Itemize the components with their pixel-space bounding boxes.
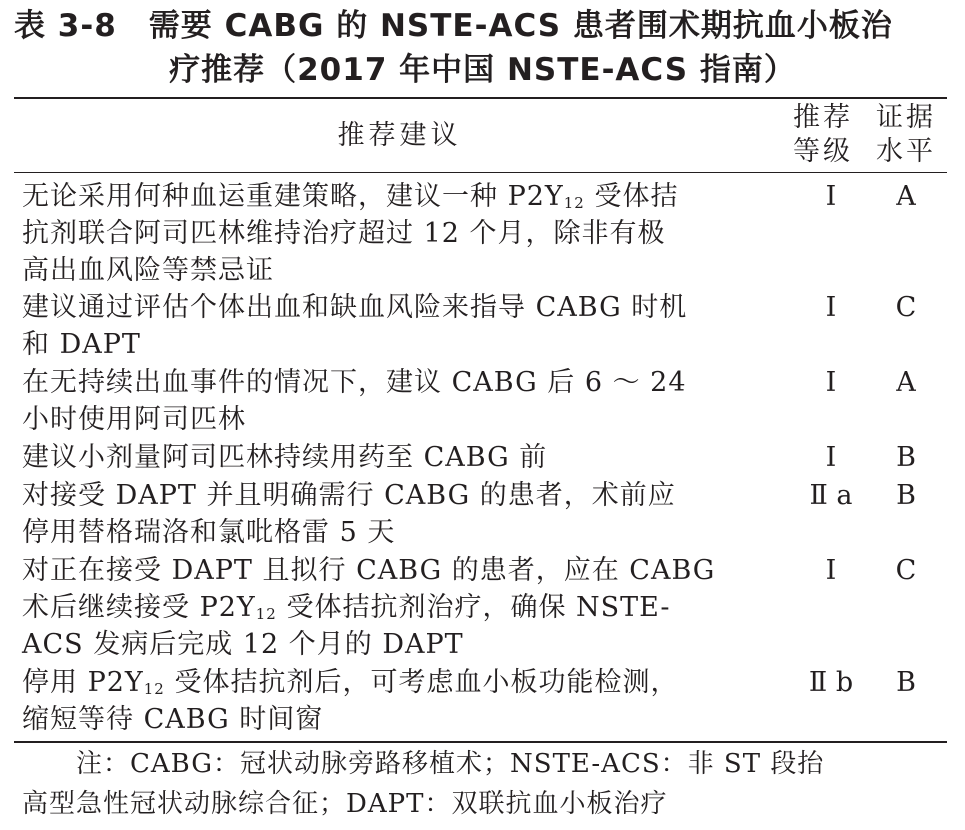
subscript: 12 <box>255 605 277 623</box>
top-rule <box>14 97 947 99</box>
evidence-level: B <box>896 667 916 698</box>
rec-line: 抗剂联合阿司匹林维持治疗超过 12 个月，除非有极 <box>22 218 666 249</box>
subscript: 12 <box>563 194 585 212</box>
subscript: 12 <box>143 680 165 698</box>
header-level-line-1: 证据 <box>876 102 936 133</box>
header-level-line-2: 水平 <box>876 136 936 167</box>
recommendation-class: Ⅰ <box>825 442 837 473</box>
header-recommendation: 推荐建议 <box>337 120 462 151</box>
note-line-1: 注：CABG：冠状动脉旁路移植术；NSTE-ACS：非 ST 段抬 <box>76 749 825 779</box>
evidence-level: C <box>895 555 917 586</box>
recommendation-class: Ⅰ <box>825 292 837 323</box>
recommendation-class: Ⅰ <box>825 181 837 212</box>
title-line-2: 疗推荐（2017 年中国 NSTE-ACS 指南） <box>169 52 796 88</box>
recommendation-class: Ⅰ <box>825 555 837 586</box>
evidence-level: A <box>896 181 916 212</box>
recommendation-text <box>22 364 777 438</box>
header-class-line-2: 等级 <box>793 136 853 167</box>
rec-line: 缩短等待 CABG 时间窗 <box>22 704 324 735</box>
evidence-level: A <box>896 367 916 398</box>
recommendation-text <box>22 178 777 289</box>
rec-line-tail: 受体拮抗剂治疗，确保 NSTE- <box>276 592 671 623</box>
header-class <box>787 101 859 169</box>
rec-line: 小时使用阿司匹林 <box>22 404 246 435</box>
note-line-2: 高型急性冠状动脉综合征；DAPT：双联抗血小板治疗 <box>22 789 668 819</box>
recommendation-text <box>22 664 777 738</box>
evidence-level: B <box>896 480 916 511</box>
recommendation-class: Ⅱ b <box>808 667 854 698</box>
rec-line: 建议通过评估个体出血和缺血风险来指导 CABG 时机 <box>22 292 688 323</box>
evidence-level: B <box>896 442 916 473</box>
rec-line: 在无持续出血事件的情况下，建议 CABG 后 6 ～ 24 <box>22 367 687 398</box>
rec-line: 对正在接受 DAPT 且拟行 CABG 的患者，应在 CABG <box>22 555 716 586</box>
rec-line: 建议小剂量阿司匹林持续用药至 CABG 前 <box>22 442 548 473</box>
rec-line: ACS 发病后完成 12 个月的 DAPT <box>22 629 464 660</box>
rec-line: 停用 P2Y <box>22 667 144 698</box>
bottom-rule <box>14 741 947 743</box>
rec-line-tail: 受体拮抗剂后，可考虑血小板功能检测， <box>164 667 679 698</box>
evidence-level: C <box>895 292 917 323</box>
recommendation-class: Ⅱ a <box>809 480 853 511</box>
title-line-1: 表 3-8 需要 CABG 的 NSTE-ACS 患者围术期抗血小板治 <box>14 8 893 44</box>
rec-line: 无论采用何种血运重建策略，建议一种 P2Y <box>22 181 564 212</box>
rec-line: 对接受 DAPT 并且明确需行 CABG 的患者，术前应 <box>22 480 676 511</box>
rec-line: 高出血风险等禁忌证 <box>22 255 274 286</box>
recommendation-text <box>22 289 777 363</box>
rec-line-tail: 受体拮 <box>584 181 679 212</box>
rec-line: 术后继续接受 P2Y <box>22 592 256 623</box>
header-level <box>866 101 946 169</box>
header-rule <box>14 172 947 173</box>
recommendation-class: Ⅰ <box>825 367 837 398</box>
table-note <box>22 744 952 824</box>
recommendation-text <box>22 477 777 551</box>
table-title <box>0 0 965 92</box>
header-class-line-1: 推荐 <box>793 102 853 133</box>
rec-line: 停用替格瑞洛和氯吡格雷 5 天 <box>22 517 396 548</box>
recommendation-text <box>22 439 777 476</box>
rec-line: 和 DAPT <box>22 329 141 360</box>
recommendation-text <box>22 552 777 663</box>
